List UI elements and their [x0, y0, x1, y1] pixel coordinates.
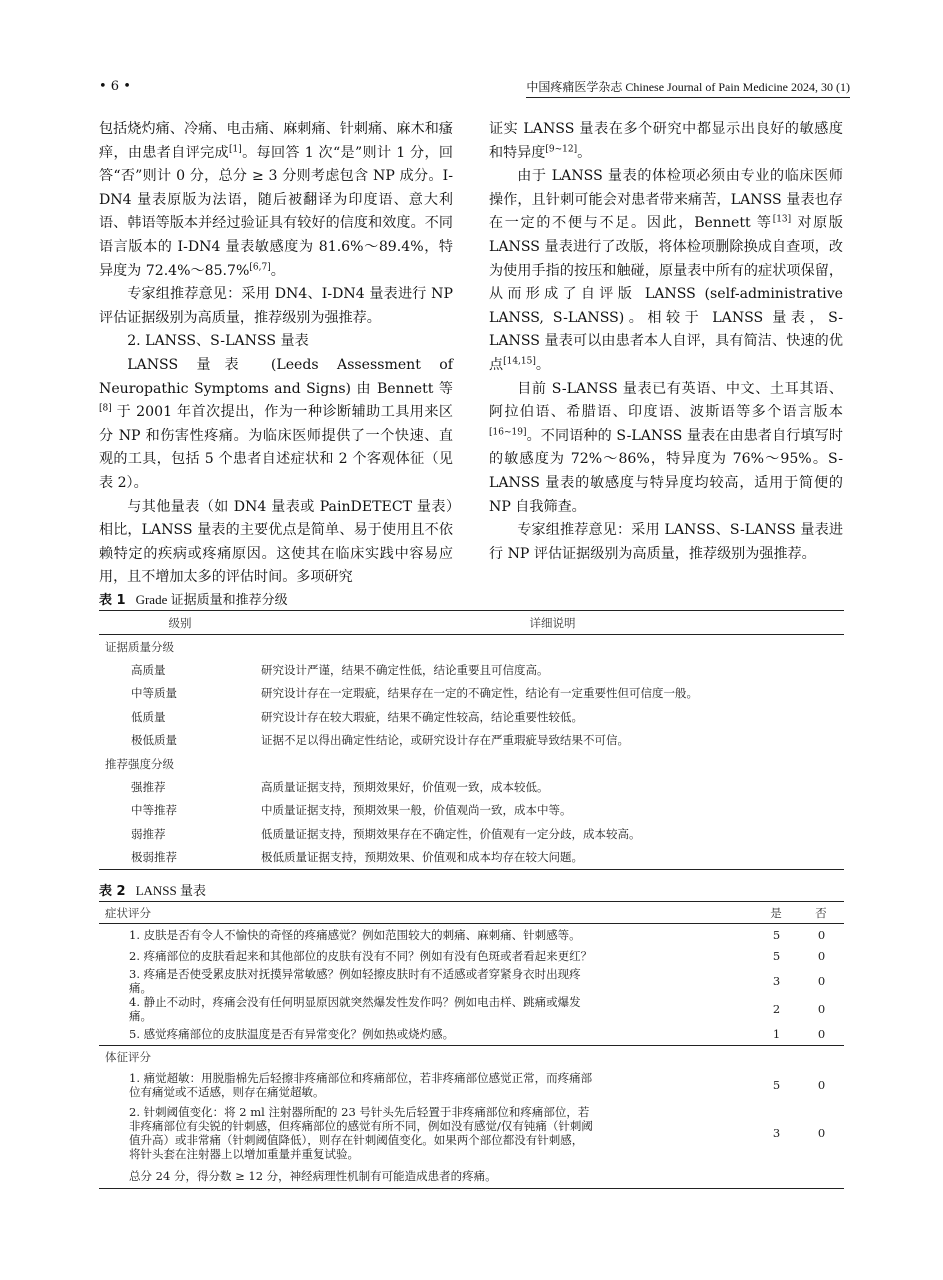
table-row: 5. 感觉疼痛部位的皮肤温度是否有异常变化？例如热或烧灼感。 1 0 [129, 1026, 826, 1041]
lanss-table [99, 901, 844, 1189]
table-row: 低质量 研究设计存在较大瑕疵，结果不确定性较高，结论重要性较低。 [131, 709, 583, 724]
table-row: 中等质量 研究设计存在一定瑕疵，结果存在一定的不确定性，结论有一定重要性但可信度一般。 [131, 686, 698, 701]
table1-caption: 表 1 Grade 证据质量和推荐分级 [99, 592, 288, 608]
paragraph: LANSS 量表 (Leeds Assessment of Neuropathic Symptoms and Signs) 由 Bennett 等[8] 于 2001 年首次提出，作为一种诊断辅助工具用来区分 NP 和伤害性疼痛。为临床医师提供了一个快速、直观的工具，包括 5 个患者自述症状和 2 个客观体征（见表 2）。 [99, 356, 453, 491]
table-row [99, 1164, 844, 1189]
citation: [8] [99, 403, 112, 414]
section-heading: 症状评分 [99, 902, 754, 924]
column-header: 级别 [99, 611, 261, 635]
table-row: 极弱推荐 极低质量证据支持，预期效果、价值观和成本均存在较大问题。 [131, 850, 583, 865]
table-row: 4. 静止不动时，疼痛会没有任何明显原因就突然爆发性发作吗？例如电击样、跳痛或爆发痛。 2 0 [129, 995, 826, 1024]
table-row: 2. 针刺阈值变化：将 2 ml 注射器所配的 23 号针头先后轻置于非疼痛部位和疼痛部位，若非疼痛部位有尖锐的针刺感，但疼痛部位的感觉有所不同，例如没有感觉/仅有钝痛（针刺阈值升高）或非常痛（针刺阈值降低），则存在针刺阈值变化。如果两个部位都没有针刺感，将针头套在注射器上以增加重量并重复试验。 3 0 [129, 1104, 826, 1161]
citation: [6,7] [249, 261, 271, 272]
recommendation: 专家组推荐意见：采用 DN4、I-DN4 量表进行 NP 评估证据级别为高质量，推荐级别为强推荐。 [99, 286, 453, 326]
citation: [16~19] [489, 427, 527, 438]
paragraph: 与其他量表（如 DN4 量表或 PainDETECT 量表）相比，LANSS 量表的主要优点是简单、易于使用且不依赖特定的疾病或疼痛原因。这使其在临床实践中容易应用，且不增加太多的评估时间。多项研究 [99, 498, 453, 586]
left-column [99, 118, 453, 590]
group-heading: 证据质量分级 [105, 639, 174, 654]
grade-table [99, 610, 844, 870]
group-heading: 推荐强度分级 [105, 756, 174, 771]
page-number: • 6 • [99, 79, 131, 94]
recommendation: 专家组推荐意见：采用 LANSS、S-LANSS 量表进行 NP 评估证据级别为高质量，推荐级别为强推荐。 [489, 522, 843, 562]
paragraph: 目前 S-LANSS 量表已有英语、中文、土耳其语、阿拉伯语、希腊语、印度语、波斯语等多个语言版本[16~19]。不同语种的 S-LANSS 量表在由患者自行填写时的敏感度为 72%～86%，特异度为 76%～95%。S-LANSS 量表的敏感度与特异度均较高，适用于简便的 NP 自我筛查。 [489, 380, 843, 515]
table-row: 1. 痛觉超敏：用脱脂棉先后轻擦非疼痛部位和疼痛部位，若非疼痛部位感觉正常，而疼痛部位有痛觉或不适感，则存在痛觉超敏。 5 0 [129, 1070, 826, 1099]
column-header-yes: 是 [754, 902, 799, 924]
paragraph: 包括烧灼痛、冷痛、电击痛、麻刺痛、针刺痛、麻木和瘙痒，由患者自评完成[1]。每回答 1 次“是”则计 1 分，回答“否”则计 0 分，总分 ≥ 3 分则考虑包含 NP 成分。I-DN4 量表原版为法语，随后被翻译为印度语、意大利语、韩语等版本并经过验证具有较好的信度和效度。不同语言版本的 I-DN4 量表敏感度为 81.6%～89.4%，特异度为 72.4%～85.7%[6,7]。 [99, 121, 454, 279]
right-column [489, 118, 843, 566]
citation: [13] [772, 214, 792, 225]
table-row: 弱推荐 低质量证据支持，预期效果存在不确定性，价值观有一定分歧，成本较高。 [131, 826, 641, 841]
citation: [9~12] [545, 143, 578, 154]
table-row: 强推荐 高质量证据支持，预期效果好，价值观一致，成本较低。 [131, 780, 549, 795]
table-row: 2. 疼痛部位的皮肤看起来和其他部位的皮肤有没有不同？例如有没有色斑或者看起来更红？ 5 0 [129, 949, 826, 964]
citation: [1] [229, 143, 242, 154]
table-row: 3. 疼痛是否使受累皮肤对抚摸异常敏感？例如轻擦皮肤时有不适感或者穿紧身衣时出现疼痛。 3 0 [129, 967, 826, 996]
total-score-note: 总分 24 分，得分数 ≥ 12 分，神经病理性机制有可能造成患者的疼痛。 [129, 1168, 497, 1183]
table2-caption: 表 2 LANSS 量表 [99, 883, 207, 899]
table-row: 极低质量 证据不足以得出确定性结论，或研究设计存在严重瑕疵导致结果不可信。 [131, 733, 629, 748]
paragraph: 证实 LANSS 量表在多个研究中都显示出良好的敏感度和特异度[9~12]。 [489, 121, 843, 161]
section-heading: 体征评分 [99, 1045, 844, 1068]
journal-header: 中国疼痛医学杂志 Chinese Journal of Pain Medicine 2024, 30 (1) [526, 78, 850, 98]
column-header: 详细说明 [261, 611, 844, 635]
section-heading: 2. LANSS、S-LANSS 量表 [127, 333, 309, 350]
citation: [14,15] [503, 356, 536, 367]
table-row: 高质量 研究设计严谨，结果不确定性低，结论重要且可信度高。 [131, 663, 549, 678]
table-row: 1. 皮肤是否有令人不愉快的奇怪的疼痛感觉？例如范围较大的刺痛、麻刺痛、针刺感等。 5 0 [129, 927, 826, 942]
paragraph: 由于 LANSS 量表的体检项必须由专业的临床医师操作，且针刺可能会对患者带来痛苦，LANSS 量表也存在一定的不便与不足。因此，Bennett 等[13] 对原版 LANSS 量表进行了改版，将体检项删除换成自查项，改为使用手指的按压和触碰，原量表中所有的症状项保留，从而形成了自评版 LANSS (self-administrative LANSS, S-LANSS)。相较于 LANSS 量表，S-LANSS 量表可以由患者本人自评，具有简洁、快速的优点[14,15]。 [489, 168, 844, 373]
column-header-no: 否 [799, 902, 844, 924]
table-row: 中等推荐 中质量证据支持，预期效果一般，价值观尚一致，成本中等。 [131, 803, 572, 818]
